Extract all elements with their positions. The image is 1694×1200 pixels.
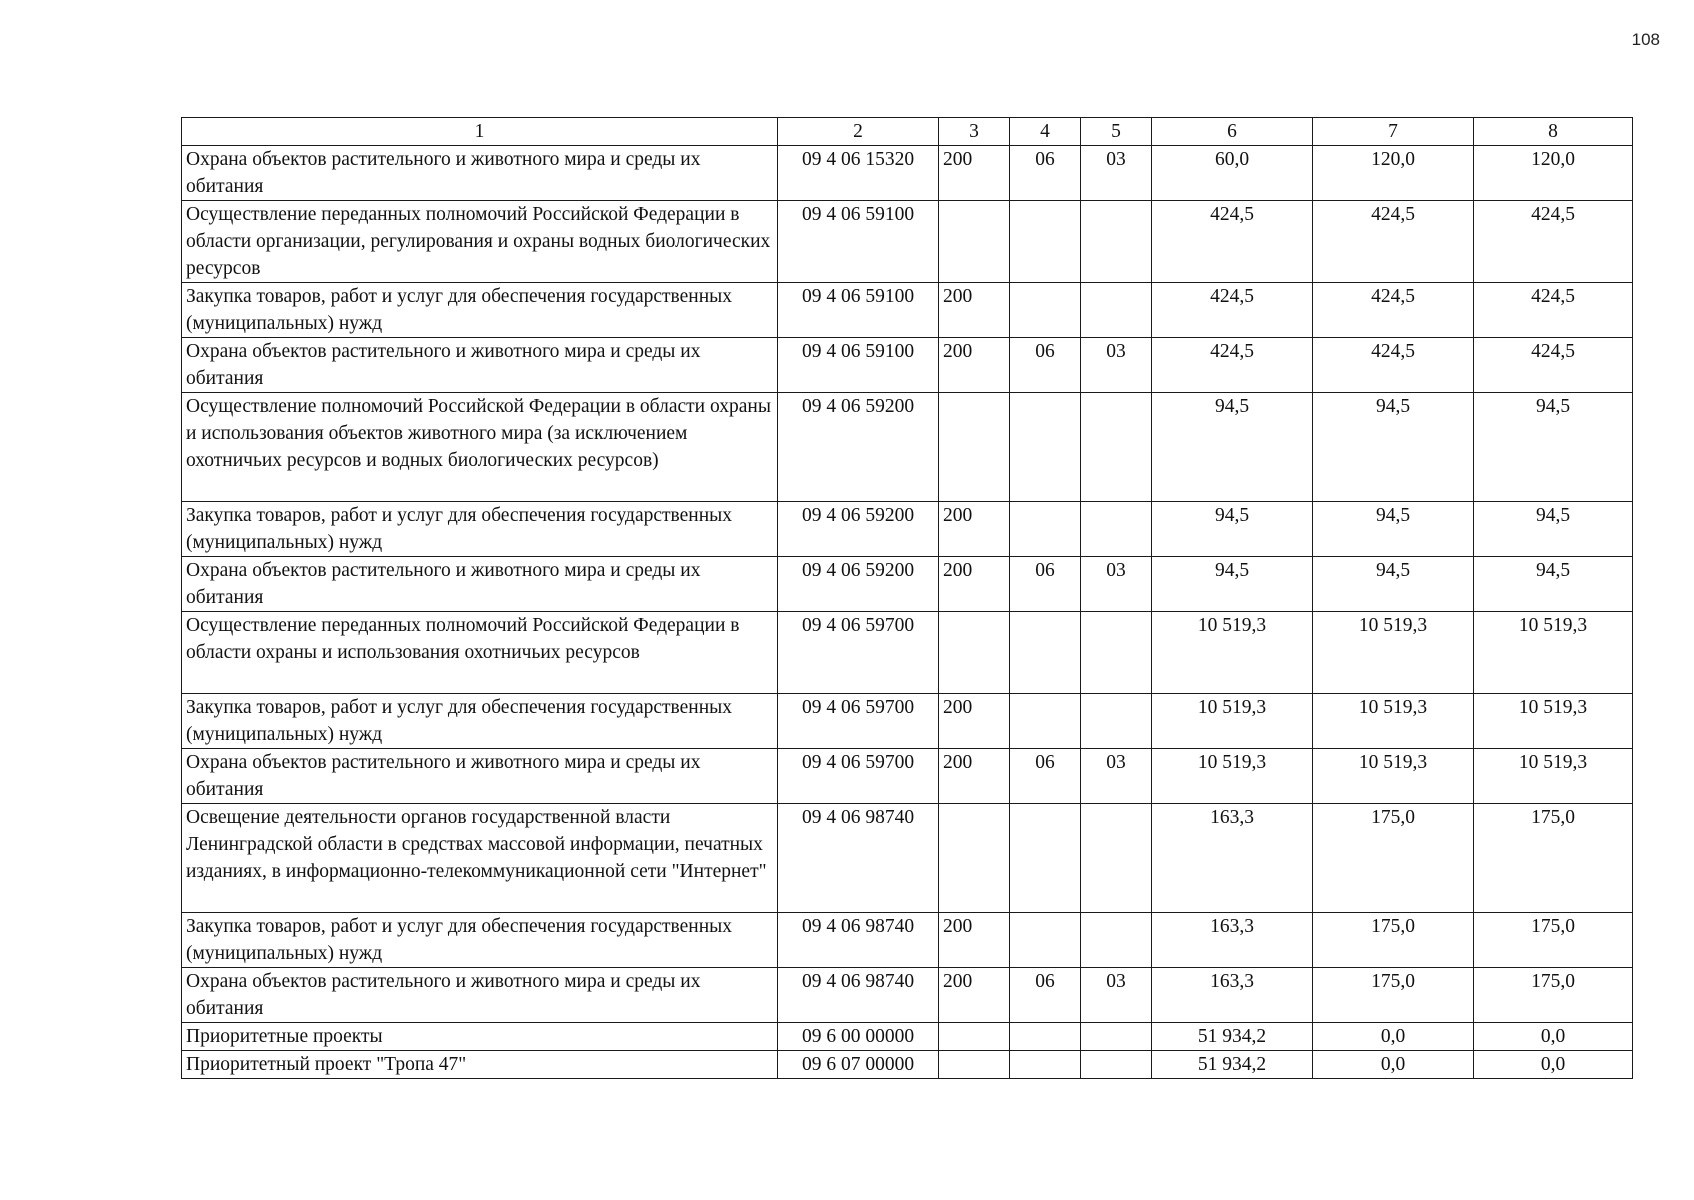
amount-col8-cell: 94,5 (1474, 557, 1633, 612)
target-code-cell: 09 4 06 59100 (778, 283, 939, 338)
amount-col7-cell: 0,0 (1313, 1023, 1474, 1051)
item-name-cell: Охрана объектов растительного и животного мира и среды их обитания (182, 146, 778, 201)
amount-col7-cell: 94,5 (1313, 557, 1474, 612)
subsection-cell (1081, 502, 1152, 557)
amount-col7-cell: 424,5 (1313, 283, 1474, 338)
subsection-cell (1081, 201, 1152, 283)
target-code-cell: 09 4 06 59700 (778, 694, 939, 749)
amount-col6-cell: 10 519,3 (1152, 612, 1313, 694)
item-name-cell: Приоритетные проекты (182, 1023, 778, 1051)
item-name-cell: Осуществление полномочий Российской Федерации в области охраны и использования объектов животного мира (за исключением охотничьих ресурсов и водных биологических ресурсов) (182, 393, 778, 502)
header-cell-7: 7 (1313, 118, 1474, 146)
subsection-cell (1081, 694, 1152, 749)
section-cell: 06 (1010, 557, 1081, 612)
section-cell: 06 (1010, 749, 1081, 804)
target-code-cell: 09 6 00 00000 (778, 1023, 939, 1051)
expense-type-cell (939, 201, 1010, 283)
budget-table (181, 117, 1633, 1079)
table-row (182, 502, 1633, 557)
expense-type-cell: 200 (939, 913, 1010, 968)
section-cell (1010, 913, 1081, 968)
section-cell (1010, 694, 1081, 749)
header-row (182, 118, 1633, 146)
section-cell (1010, 502, 1081, 557)
item-name-cell: Охрана объектов растительного и животного мира и среды их обитания (182, 749, 778, 804)
target-code-cell: 09 4 06 59200 (778, 393, 939, 502)
item-name-cell: Осуществление переданных полномочий Российской Федерации в области организации, регулирования и охраны водных биологических ресурсов (182, 201, 778, 283)
item-name-cell: Освещение деятельности органов государственной власти Ленинградской области в средствах массовой информации, печатных изданиях, в информационно-телекоммуникационной сети "Интернет" (182, 804, 778, 913)
amount-col8-cell: 10 519,3 (1474, 694, 1633, 749)
page-number: 108 (1631, 30, 1660, 49)
table-row (182, 968, 1633, 1023)
expense-type-cell: 200 (939, 338, 1010, 393)
expense-type-cell (939, 1023, 1010, 1051)
target-code-cell: 09 4 06 59700 (778, 612, 939, 694)
item-name-cell: Закупка товаров, работ и услуг для обеспечения государственных (муниципальных) нужд (182, 694, 778, 749)
item-name-cell: Охрана объектов растительного и животного мира и среды их обитания (182, 557, 778, 612)
amount-col6-cell: 94,5 (1152, 557, 1313, 612)
amount-col8-cell: 120,0 (1474, 146, 1633, 201)
amount-col6-cell: 424,5 (1152, 283, 1313, 338)
amount-col7-cell: 10 519,3 (1313, 612, 1474, 694)
amount-col8-cell: 0,0 (1474, 1023, 1633, 1051)
amount-col8-cell: 10 519,3 (1474, 749, 1633, 804)
amount-col7-cell: 0,0 (1313, 1051, 1474, 1079)
table-row (182, 749, 1633, 804)
expense-type-cell: 200 (939, 694, 1010, 749)
item-name-cell: Приоритетный проект "Тропа 47" (182, 1051, 778, 1079)
subsection-cell (1081, 913, 1152, 968)
amount-col6-cell: 163,3 (1152, 804, 1313, 913)
header-cell-5: 5 (1081, 118, 1152, 146)
section-cell (1010, 393, 1081, 502)
amount-col6-cell: 424,5 (1152, 338, 1313, 393)
amount-col8-cell: 424,5 (1474, 201, 1633, 283)
target-code-cell: 09 4 06 59700 (778, 749, 939, 804)
subsection-cell (1081, 1051, 1152, 1079)
amount-col8-cell: 175,0 (1474, 804, 1633, 913)
header-cell-8: 8 (1474, 118, 1633, 146)
table-row (182, 804, 1633, 913)
amount-col7-cell: 10 519,3 (1313, 694, 1474, 749)
item-name-cell: Закупка товаров, работ и услуг для обеспечения государственных (муниципальных) нужд (182, 283, 778, 338)
amount-col6-cell: 163,3 (1152, 968, 1313, 1023)
section-cell (1010, 804, 1081, 913)
expense-type-cell (939, 393, 1010, 502)
expense-type-cell (939, 804, 1010, 913)
subsection-cell: 03 (1081, 557, 1152, 612)
target-code-cell: 09 4 06 59100 (778, 201, 939, 283)
amount-col8-cell: 424,5 (1474, 283, 1633, 338)
amount-col6-cell: 163,3 (1152, 913, 1313, 968)
table-body (182, 118, 1633, 1079)
table-row (182, 393, 1633, 502)
table-row (182, 694, 1633, 749)
item-name-cell: Охрана объектов растительного и животного мира и среды их обитания (182, 338, 778, 393)
target-code-cell: 09 4 06 59200 (778, 557, 939, 612)
amount-col8-cell: 10 519,3 (1474, 612, 1633, 694)
section-cell: 06 (1010, 146, 1081, 201)
expense-type-cell: 200 (939, 557, 1010, 612)
table-row (182, 1023, 1633, 1051)
table-row (182, 283, 1633, 338)
amount-col7-cell: 175,0 (1313, 968, 1474, 1023)
header-cell-4: 4 (1010, 118, 1081, 146)
subsection-cell: 03 (1081, 146, 1152, 201)
amount-col8-cell: 175,0 (1474, 968, 1633, 1023)
table-row (182, 338, 1633, 393)
table-row (182, 913, 1633, 968)
expense-type-cell: 200 (939, 502, 1010, 557)
table-row (182, 146, 1633, 201)
table-row (182, 612, 1633, 694)
amount-col8-cell: 94,5 (1474, 502, 1633, 557)
header-cell-6: 6 (1152, 118, 1313, 146)
subsection-cell (1081, 612, 1152, 694)
amount-col6-cell: 60,0 (1152, 146, 1313, 201)
subsection-cell (1081, 804, 1152, 913)
item-name-cell: Закупка товаров, работ и услуг для обеспечения государственных (муниципальных) нужд (182, 913, 778, 968)
expense-type-cell: 200 (939, 749, 1010, 804)
target-code-cell: 09 4 06 15320 (778, 146, 939, 201)
amount-col7-cell: 94,5 (1313, 502, 1474, 557)
amount-col6-cell: 424,5 (1152, 201, 1313, 283)
amount-col6-cell: 94,5 (1152, 502, 1313, 557)
section-cell (1010, 201, 1081, 283)
section-cell: 06 (1010, 968, 1081, 1023)
expense-type-cell: 200 (939, 968, 1010, 1023)
amount-col8-cell: 0,0 (1474, 1051, 1633, 1079)
amount-col7-cell: 175,0 (1313, 804, 1474, 913)
amount-col7-cell: 424,5 (1313, 338, 1474, 393)
section-cell (1010, 1023, 1081, 1051)
table-row (182, 557, 1633, 612)
item-name-cell: Охрана объектов растительного и животного мира и среды их обитания (182, 968, 778, 1023)
expense-type-cell: 200 (939, 283, 1010, 338)
section-cell (1010, 612, 1081, 694)
section-cell (1010, 283, 1081, 338)
amount-col7-cell: 424,5 (1313, 201, 1474, 283)
target-code-cell: 09 4 06 98740 (778, 804, 939, 913)
section-cell: 06 (1010, 338, 1081, 393)
target-code-cell: 09 4 06 98740 (778, 913, 939, 968)
amount-col6-cell: 51 934,2 (1152, 1023, 1313, 1051)
item-name-cell: Осуществление переданных полномочий Российской Федерации в области охраны и использования охотничьих ресурсов (182, 612, 778, 694)
header-cell-3: 3 (939, 118, 1010, 146)
amount-col8-cell: 175,0 (1474, 913, 1633, 968)
subsection-cell: 03 (1081, 749, 1152, 804)
subsection-cell (1081, 283, 1152, 338)
amount-col6-cell: 94,5 (1152, 393, 1313, 502)
target-code-cell: 09 6 07 00000 (778, 1051, 939, 1079)
subsection-cell (1081, 393, 1152, 502)
target-code-cell: 09 4 06 98740 (778, 968, 939, 1023)
subsection-cell: 03 (1081, 968, 1152, 1023)
subsection-cell: 03 (1081, 338, 1152, 393)
amount-col6-cell: 10 519,3 (1152, 749, 1313, 804)
amount-col6-cell: 51 934,2 (1152, 1051, 1313, 1079)
amount-col8-cell: 424,5 (1474, 338, 1633, 393)
expense-type-cell: 200 (939, 146, 1010, 201)
header-cell-1: 1 (182, 118, 778, 146)
amount-col7-cell: 120,0 (1313, 146, 1474, 201)
expense-type-cell (939, 612, 1010, 694)
amount-col8-cell: 94,5 (1474, 393, 1633, 502)
amount-col7-cell: 10 519,3 (1313, 749, 1474, 804)
amount-col6-cell: 10 519,3 (1152, 694, 1313, 749)
section-cell (1010, 1051, 1081, 1079)
item-name-cell: Закупка товаров, работ и услуг для обеспечения государственных (муниципальных) нужд (182, 502, 778, 557)
amount-col7-cell: 94,5 (1313, 393, 1474, 502)
target-code-cell: 09 4 06 59100 (778, 338, 939, 393)
amount-col7-cell: 175,0 (1313, 913, 1474, 968)
expense-type-cell (939, 1051, 1010, 1079)
header-cell-2: 2 (778, 118, 939, 146)
table-row (182, 201, 1633, 283)
table-row (182, 1051, 1633, 1079)
target-code-cell: 09 4 06 59200 (778, 502, 939, 557)
subsection-cell (1081, 1023, 1152, 1051)
